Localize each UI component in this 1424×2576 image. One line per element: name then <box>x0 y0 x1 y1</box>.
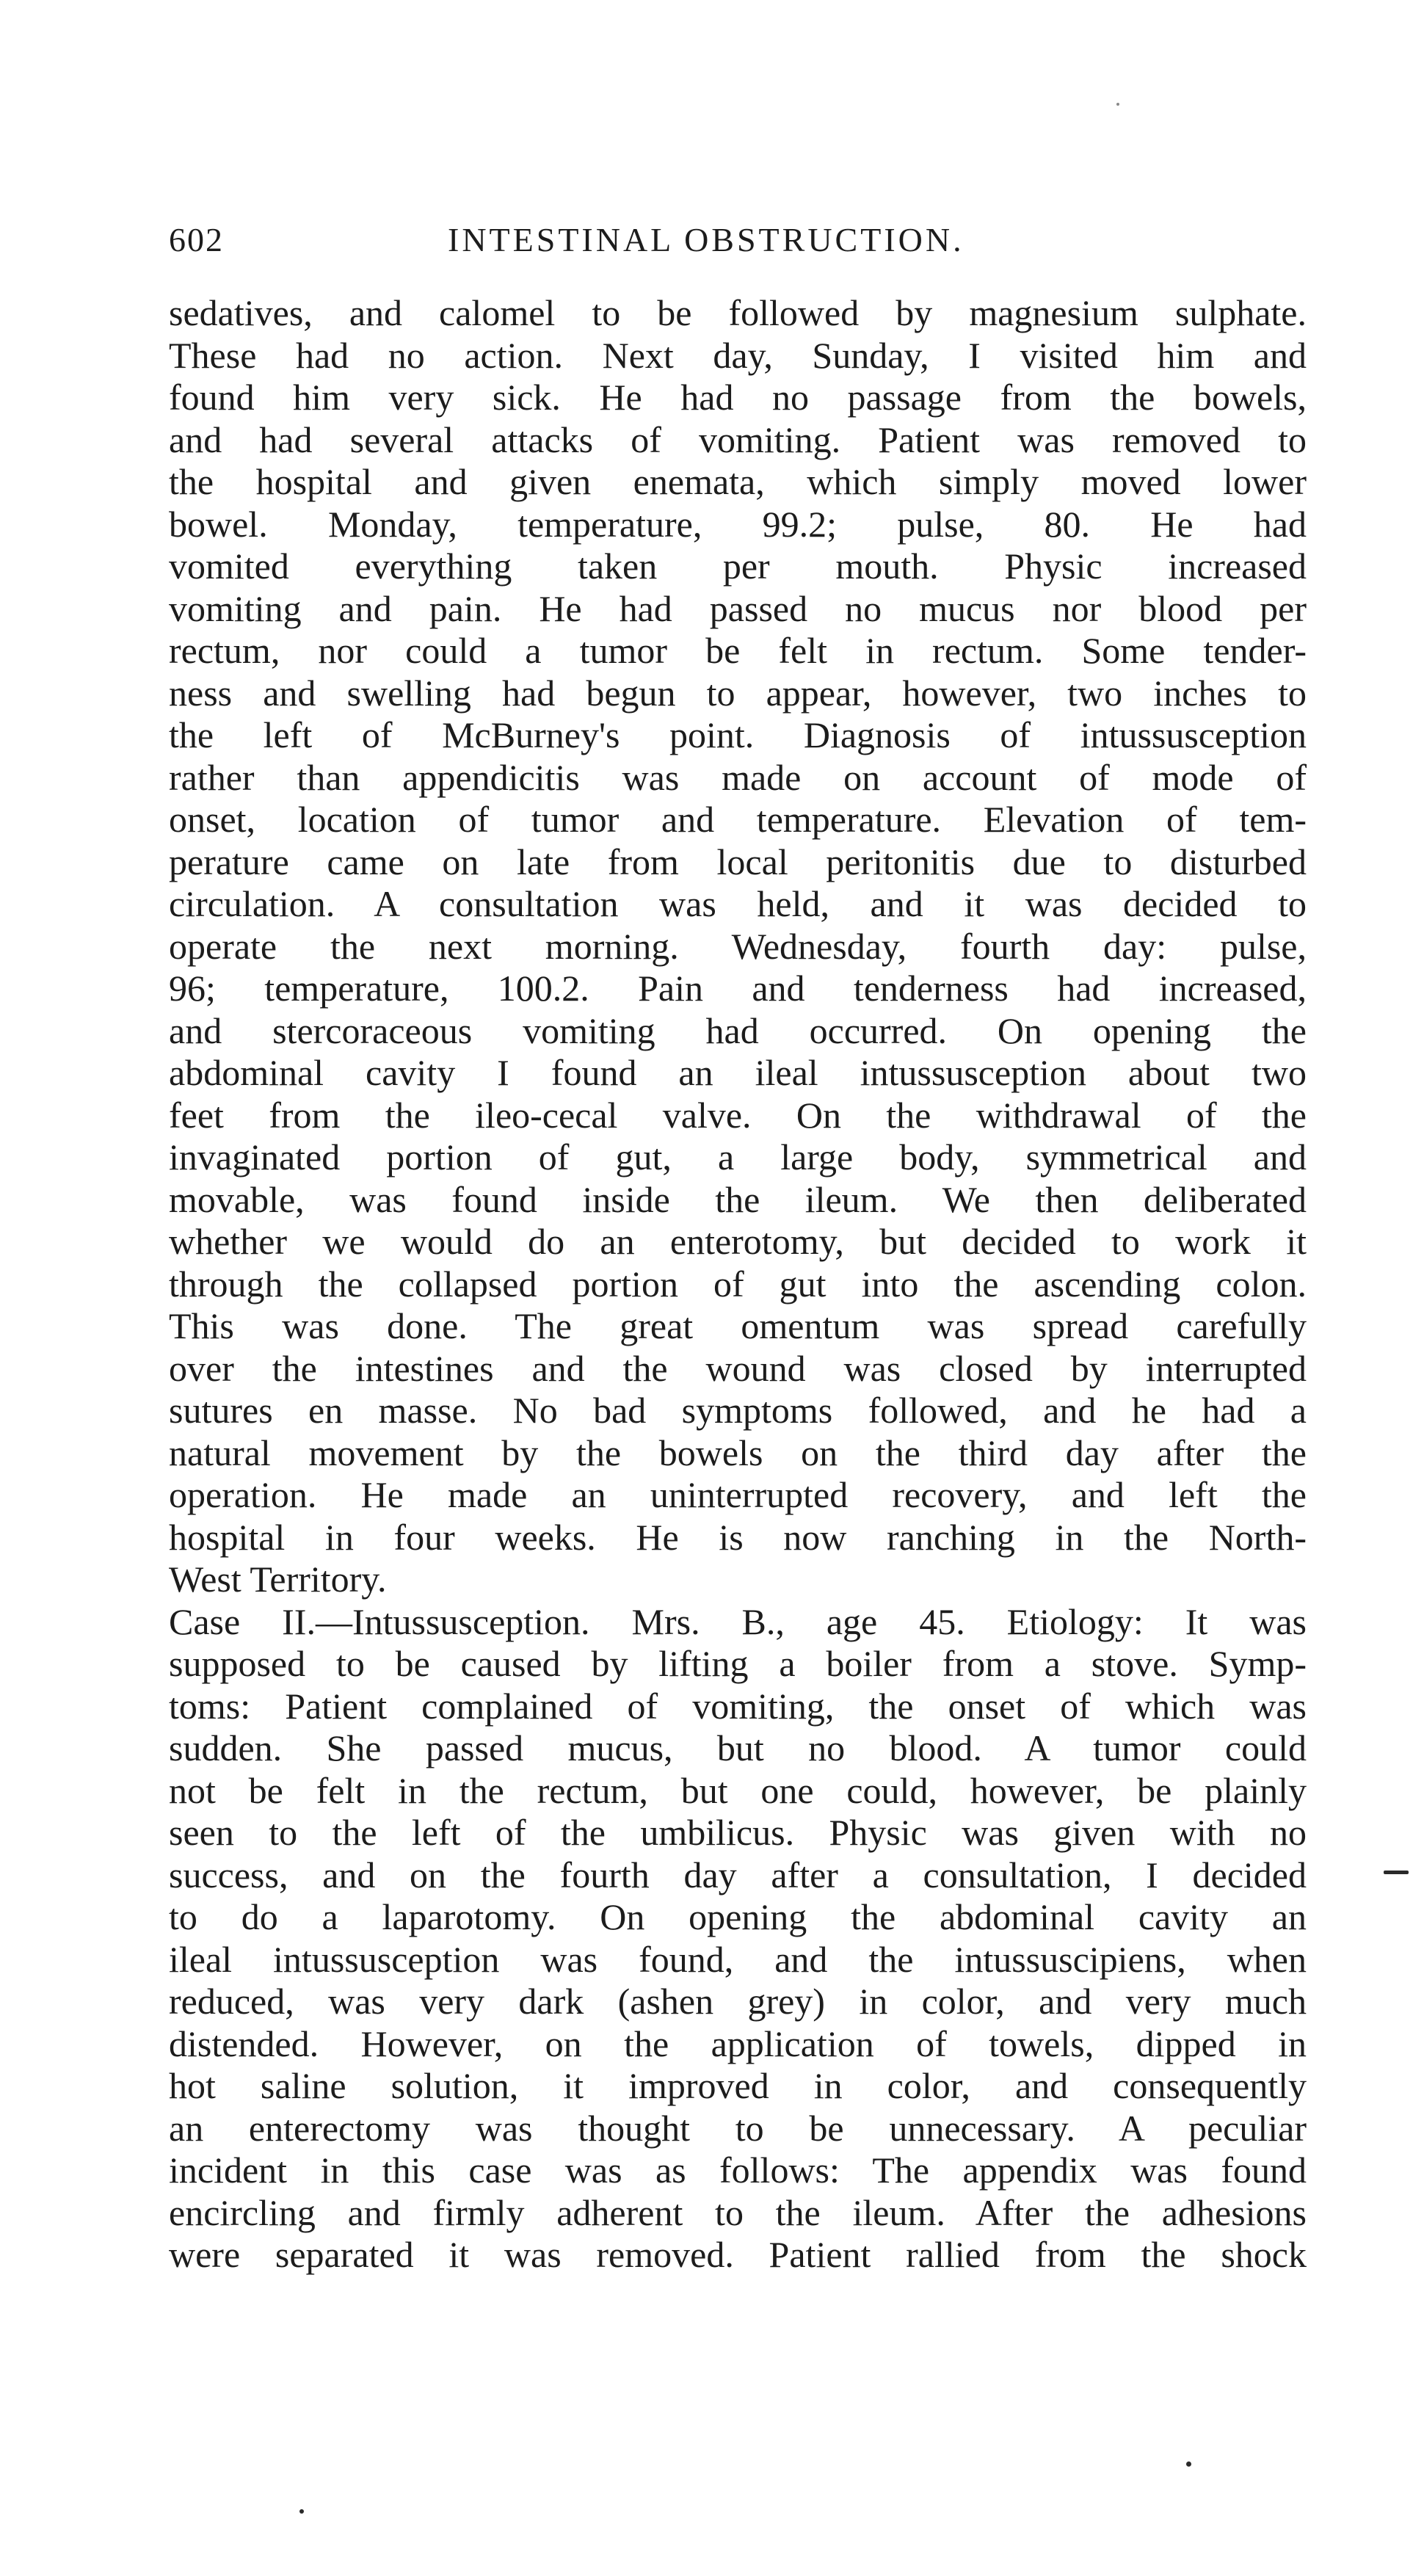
text-line: circulation. A consultation was held, and it was decided to <box>169 883 1307 924</box>
text-line: movable, was found inside the ileum. We then deliberated <box>169 1178 1307 1220</box>
text-line: sedatives, and calomel to be followed by magnesium sulphate. <box>169 292 1307 333</box>
page-number: 602 <box>169 221 224 258</box>
text-line: incident in this case was as follows: The appendix was found <box>169 2149 1307 2191</box>
text-line: success, and on the fourth day after a consultation, I decided <box>169 1854 1307 1895</box>
scan-speck <box>1186 2461 1191 2467</box>
page-header <box>169 220 1299 267</box>
text-line: invaginated portion of gut, a large body, symmetrical and <box>169 1136 1307 1178</box>
text-line: operation. He made an uninterrupted recovery, and left the <box>169 1474 1307 1515</box>
text-line: rather than appendicitis was made on account of mode of <box>169 756 1307 798</box>
text-line: feet from the ileo-cecal valve. On the withdrawal of the <box>169 1094 1307 1136</box>
text-line: hospital in four weeks. He is now ranching in the North- <box>169 1516 1307 1558</box>
text-line: operate the next morning. Wednesday, fourth day: pulse, <box>169 925 1307 967</box>
text-line: reduced, was very dark (ashen grey) in color, and very much <box>169 1981 1307 2022</box>
text-line: abdominal cavity I found an ileal intussusception about two <box>169 1052 1307 1093</box>
text-line: onset, location of tumor and temperature. Elevation of tem- <box>169 799 1307 840</box>
text-line: not be felt in the rectum, but one could, however, be plainly <box>169 1769 1307 1811</box>
text-line: vomited everything taken per mouth. Physic increased <box>169 545 1307 587</box>
text-line: sudden. She passed mucus, but no blood. A tumor could <box>169 1727 1307 1768</box>
scan-speck <box>1116 103 1119 106</box>
text-line: and stercoraceous vomiting had occurred. On opening the <box>169 1009 1307 1051</box>
text-line: hot saline solution, it improved in color, and consequently <box>169 2065 1307 2106</box>
text-line: encircling and firmly adherent to the ileum. After the adhesions <box>169 2191 1307 2233</box>
text-line: an enterectomy was thought to be unnecessary. A peculiar <box>169 2107 1307 2149</box>
text-line: toms: Patient complained of vomiting, the onset of which was <box>169 1685 1307 1727</box>
text-line: were separated it was removed. Patient rallied from the shock <box>169 2234 1307 2275</box>
text-line: West Territory. <box>169 1559 387 1600</box>
text-line: whether we would do an enterotomy, but decided to work it <box>169 1221 1307 1262</box>
text-line: Case II.—Intussusception. Mrs. B., age 45. Etiology: It was <box>169 1600 1307 1642</box>
text-line: over the intestines and the wound was closed by interrupted <box>169 1347 1307 1389</box>
text-line: and had several attacks of vomiting. Patient was removed to <box>169 418 1307 460</box>
text-line: distended. However, on the application of towels, dipped in <box>169 2022 1307 2064</box>
text-line: supposed to be caused by lifting a boiler from a stove. Symp- <box>169 1643 1307 1684</box>
text-line: These had no action. Next day, Sunday, I visited him and <box>169 334 1307 376</box>
text-line: 96; temperature, 100.2. Pain and tenderness had increased, <box>169 968 1307 1009</box>
text-line: to do a laparotomy. On opening the abdominal cavity an <box>169 1896 1307 1937</box>
text-line: through the collapsed portion of gut into the ascending colon. <box>169 1263 1307 1305</box>
text-line: ness and swelling had begun to appear, however, two inches to <box>169 672 1307 714</box>
margin-dash-mark <box>1384 1871 1409 1874</box>
text-line: natural movement by the bowels on the third day after the <box>169 1432 1307 1473</box>
text-line: rectum, nor could a tumor be felt in rectum. Some tender- <box>169 630 1307 671</box>
body-text <box>169 292 1307 2276</box>
running-title: INTESTINAL OBSTRUCTION. <box>448 221 965 258</box>
text-line: perature came on late from local peritonitis due to disturbed <box>169 841 1307 882</box>
text-line: seen to the left of the umbilicus. Physic was given with no <box>169 1812 1307 1853</box>
text-line: sutures en masse. No bad symptoms followed, and he had a <box>169 1390 1307 1431</box>
text-line: found him very sick. He had no passage from the bowels, <box>169 377 1307 418</box>
text-line: This was done. The great omentum was spread carefully <box>169 1305 1307 1346</box>
text-line: ileal intussusception was found, and the intussuscipiens, when <box>169 1938 1307 1980</box>
text-line: vomiting and pain. He had passed no mucus nor blood per <box>169 587 1307 629</box>
text-line: the left of McBurney's point. Diagnosis of intussusception <box>169 714 1307 755</box>
text-line: bowel. Monday, temperature, 99.2; pulse, 80. He had <box>169 503 1307 545</box>
text-line: the hospital and given enemata, which simply moved lower <box>169 461 1307 502</box>
scan-speck <box>299 2509 304 2514</box>
